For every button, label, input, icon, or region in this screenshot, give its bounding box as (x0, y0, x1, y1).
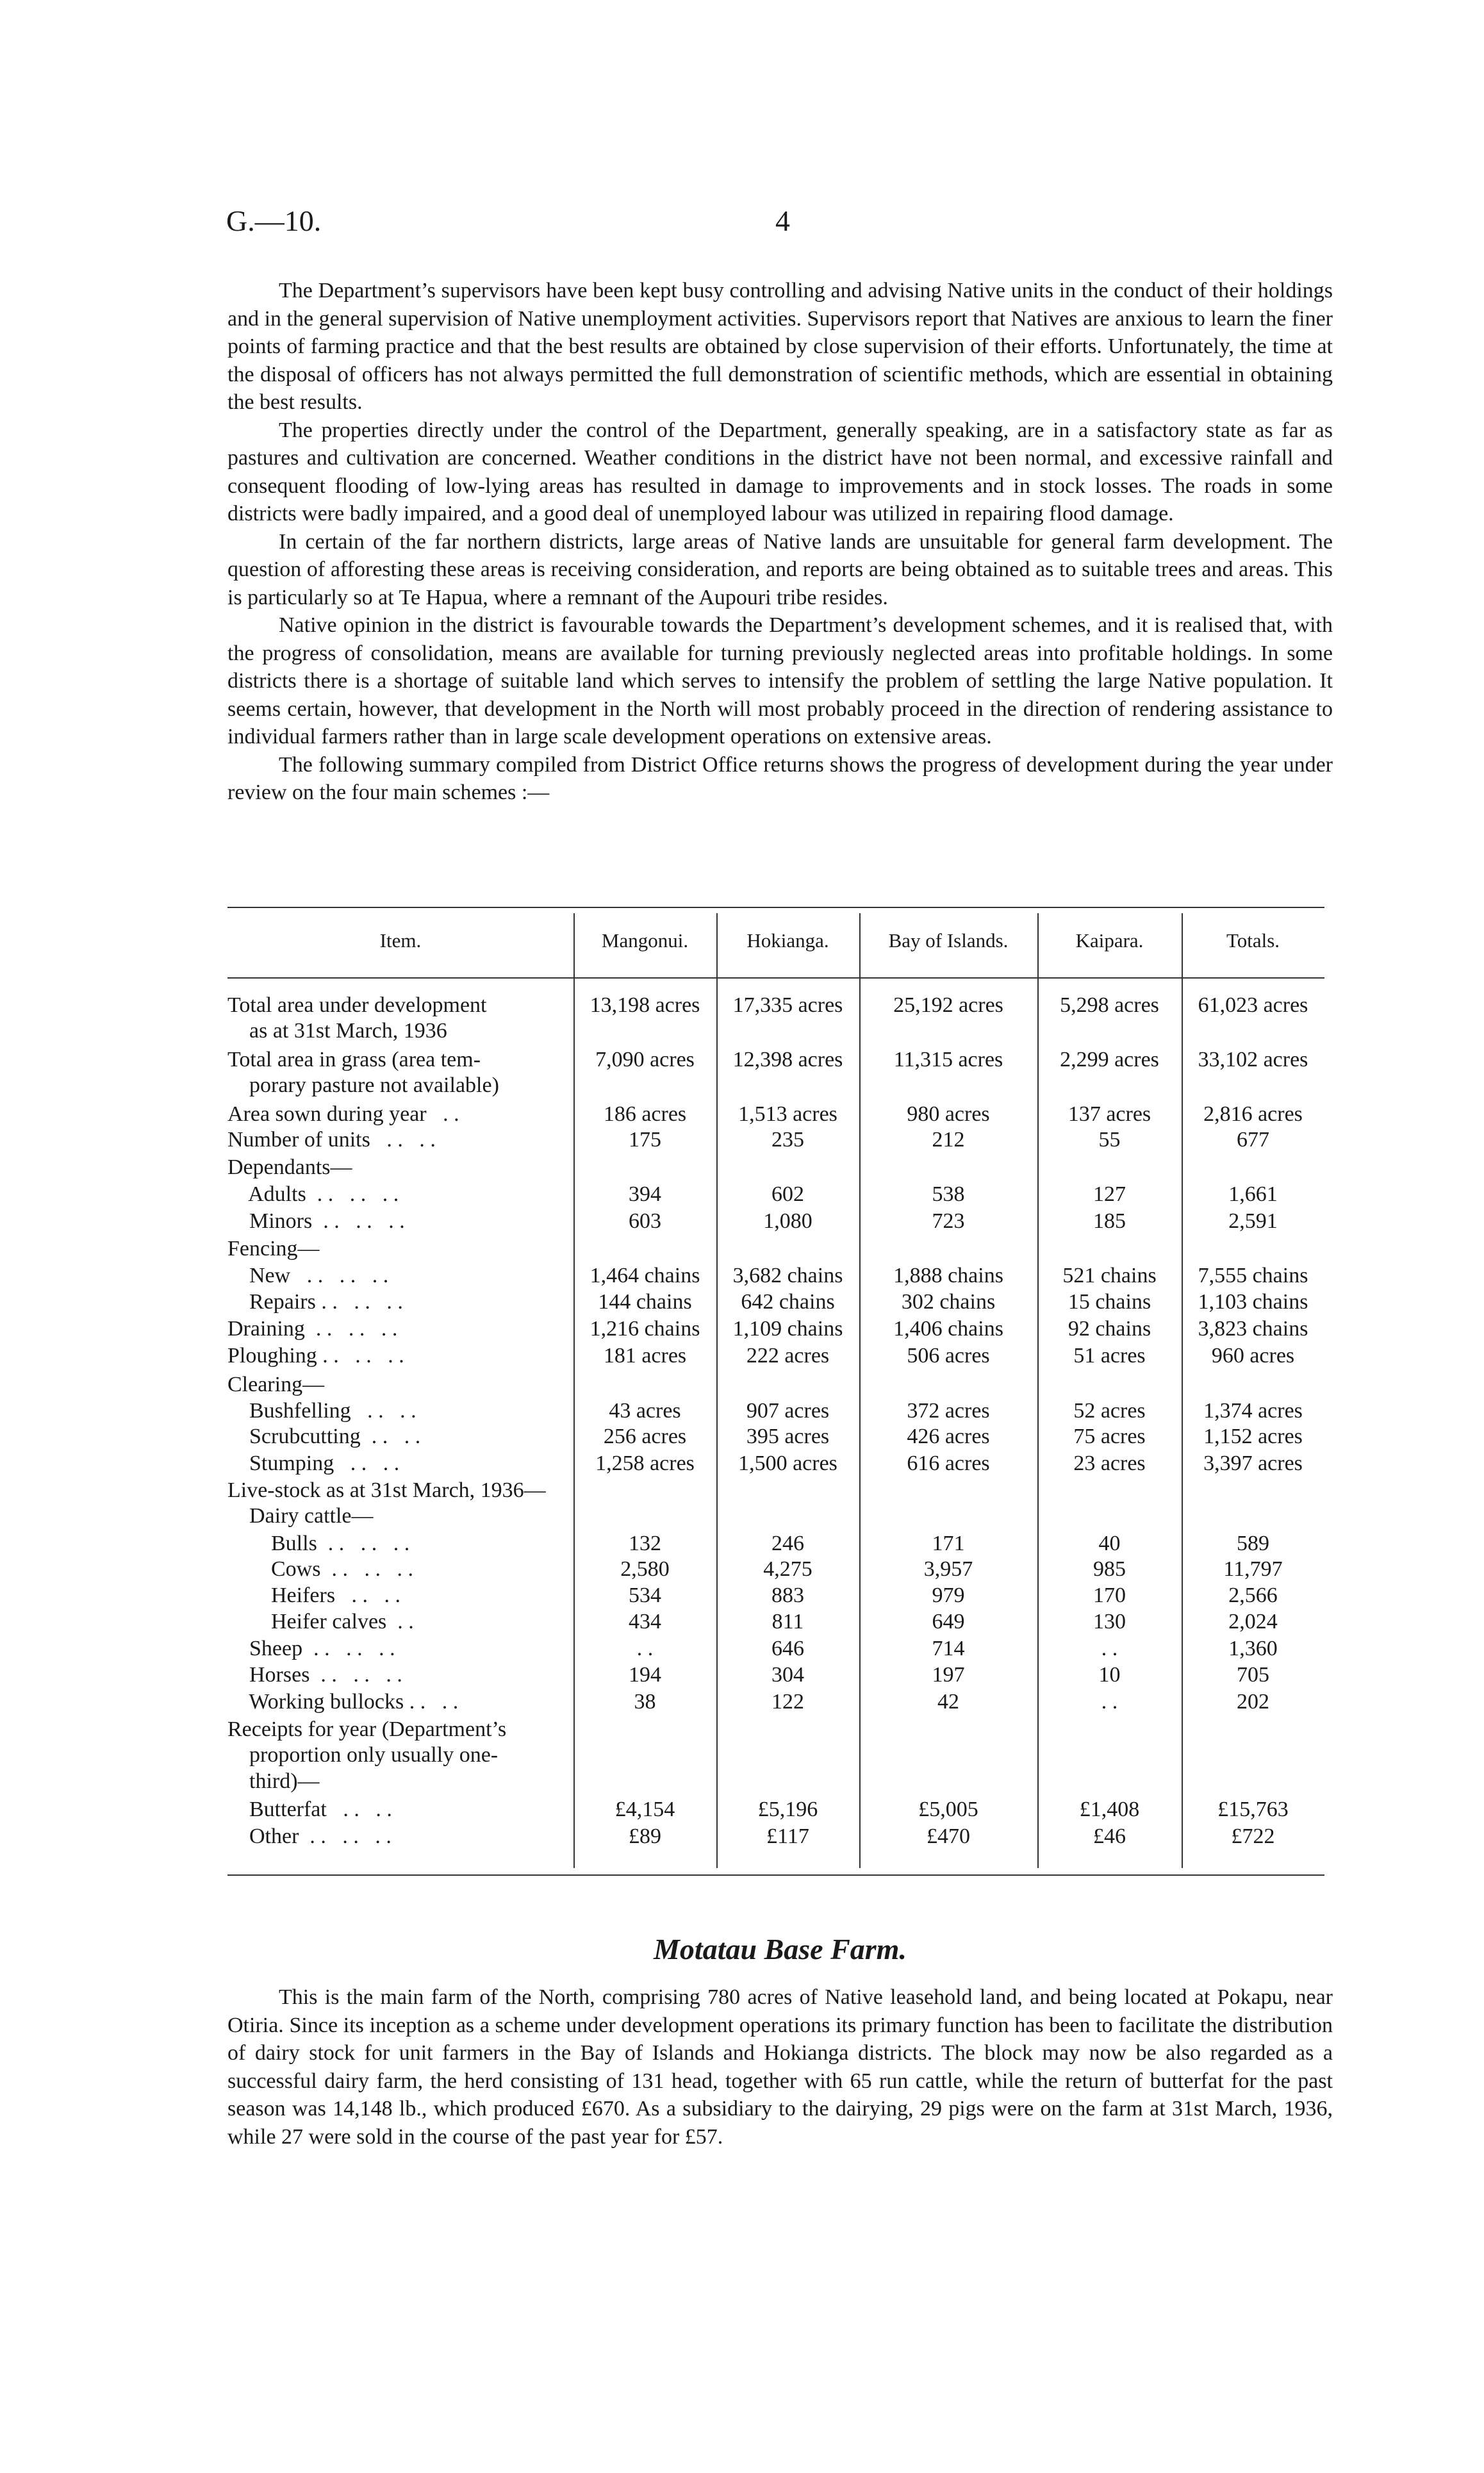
table-cell: 51 acres (1073, 1344, 1146, 1368)
paragraph: The following summary compiled from District Office returns shows the progress of development during the year under review on the four main schemes :— (227, 752, 1333, 804)
row-label: Scrubcutting . . . . (227, 1425, 421, 1448)
row-label: Ploughing . . . . . . (227, 1344, 404, 1368)
table-cell: £46 (1093, 1824, 1126, 1848)
table-row (227, 1637, 1324, 1662)
table-cell: 202 (1237, 1690, 1269, 1714)
table-row (227, 1584, 1324, 1609)
table-cell: 1,103 chains (1198, 1290, 1308, 1314)
table-top-rule (227, 907, 1324, 908)
table-cell: 538 (932, 1182, 965, 1206)
table-cell: 1,464 chains (589, 1264, 700, 1287)
row-label: Repairs . . . . . . (227, 1290, 403, 1314)
table-cell: 33,102 acres (1198, 1048, 1308, 1071)
table-cell: 52 acres (1073, 1399, 1146, 1423)
table-cell: 1,406 chains (893, 1317, 1003, 1341)
table-cell: 1,360 (1228, 1637, 1278, 1660)
section-title: Motatau Base Farm. (654, 1933, 907, 1965)
table-cell: 235 (771, 1128, 804, 1152)
row-label: Live-stock as at 31st March, 1936— (227, 1478, 546, 1502)
table-cell: 907 acres (746, 1399, 830, 1423)
table-cell: 649 (932, 1610, 965, 1634)
row-label: Bulls . . . . . . (227, 1532, 410, 1555)
table-row (227, 1425, 1324, 1450)
table-cell: 7,555 chains (1198, 1264, 1308, 1287)
table-cell: 2,299 acres (1060, 1048, 1159, 1071)
table-cell: 677 (1237, 1128, 1269, 1152)
table-cell: 1,888 chains (893, 1264, 1003, 1287)
table-cell: 38 (634, 1690, 656, 1714)
document-reference: G.—10. (226, 204, 322, 237)
table-cell: 616 acres (907, 1452, 990, 1475)
table-cell: £4,154 (614, 1798, 675, 1821)
column-header-bay-of-islands: Bay of Islands. (888, 929, 1009, 952)
row-label: Other . . . . . . (227, 1824, 392, 1848)
table-cell: 3,957 (923, 1557, 973, 1581)
table-cell: 3,682 chains (732, 1264, 843, 1287)
column-header-hokianga: Hokianga. (746, 929, 829, 952)
row-label: Area sown during year . . (227, 1102, 459, 1126)
table-cell: 1,513 acres (738, 1102, 837, 1126)
table-cell: 40 (1098, 1532, 1121, 1555)
row-label: Stumping . . . . (227, 1452, 400, 1475)
paragraph: The properties directly under the control of the Department, generally speaking, are in a satisfactory state as far as pastures and cultivation are concerned. Weather conditions in the district have not been normal, and excessive rainfall and consequent flooding of low-lying areas has resulted in damage to improvements and in stock losses. The roads in some districts were badly impaired, and a good deal of unemployed labour was utilized in repairing flood damage. (227, 418, 1333, 525)
table-cell: 222 acres (746, 1344, 830, 1368)
table-cell: 2,580 (620, 1557, 670, 1581)
table-cell: 17,335 acres (732, 993, 843, 1017)
table-cell: 589 (1237, 1532, 1269, 1555)
row-label: Heifer calves . . (227, 1610, 414, 1634)
table-row (227, 1717, 1324, 1743)
column-header-kaipara: Kaipara. (1075, 929, 1144, 952)
table-cell: 246 (771, 1532, 804, 1555)
row-label: Draining . . . . . . (227, 1317, 398, 1341)
paragraph: The Department’s supervisors have been kept busy controlling and advising Native units in the conduct of their holdings and in the general supervision of Native unemployment activities. Supervisors report that Natives are anxious to learn the finer points of farming practice and that the best results are obtained by close supervision of their efforts. Unfortunately, the time at the disposal of officers has not always permitted the full demonstration of scientific methods, which are essential in obtaining the best results. (227, 279, 1333, 414)
table-cell: 521 chains (1062, 1264, 1157, 1287)
row-label: Bushfelling . . . . (227, 1399, 416, 1423)
table-cell: 811 (771, 1610, 804, 1634)
table-cell: 197 (932, 1663, 965, 1687)
paragraph: In certain of the far northern districts, large areas of Native lands are unsuitable for general farm development. The question of afforesting these areas is receiving consideration, and reports are being obtained as to suitable trees and areas. This is particularly so at Te Hapua, where a remnant of the Aupouri tribe resides. (227, 529, 1333, 609)
table-cell: 302 chains (901, 1290, 996, 1314)
table-cell: 1,216 chains (589, 1317, 700, 1341)
row-label: Total area in grass (area tem- (227, 1048, 481, 1071)
row-label: Heifers . . . . (227, 1584, 401, 1607)
table-cell: 1,258 acres (595, 1452, 695, 1475)
table-row (227, 1264, 1324, 1289)
table-cell: 186 acres (603, 1102, 687, 1126)
table-cell: 212 (932, 1128, 965, 1152)
table-row (227, 1504, 1324, 1530)
table-cell: £722 (1231, 1824, 1275, 1848)
row-label: Dairy cattle— (227, 1504, 374, 1528)
table-cell: 394 (629, 1182, 661, 1206)
table-row (227, 1102, 1324, 1128)
page-header (218, 204, 1333, 249)
table-cell: 603 (629, 1209, 661, 1233)
table-cell: £5,005 (918, 1798, 978, 1821)
table-cell: 602 (771, 1182, 804, 1206)
table-row (227, 1155, 1324, 1181)
table-cell: 642 chains (741, 1290, 835, 1314)
table-cell: 10 (1098, 1663, 1121, 1687)
table-row (227, 1209, 1324, 1235)
row-label: Dependants— (227, 1155, 352, 1179)
table-row (227, 1478, 1324, 1504)
page-number: 4 (775, 204, 790, 237)
table-cell: 2,816 acres (1203, 1102, 1303, 1126)
table-cell: . . (1101, 1637, 1118, 1660)
table-row (227, 1344, 1324, 1369)
table-row (227, 1128, 1324, 1154)
column-header-item: Item. (379, 929, 422, 952)
paragraph: Native opinion in the district is favourable towards the Department’s development schemes, and it is realised that, with the progress of consolidation, means are available for turning previously neglected areas into profitable holdings. In some districts there is a shortage of suitable land which serves to intensify the problem of settling the large Native population. It seems certain, however, that development in the North will most probably proceed in the direction of rendering assistance to individual farmers rather than in large scale development operations on extensive areas. (227, 613, 1333, 749)
table-cell: 1,374 acres (1203, 1399, 1303, 1423)
table-cell: £470 (927, 1824, 970, 1848)
table-cell: £15,763 (1217, 1798, 1289, 1821)
table-cell: 395 acres (746, 1425, 830, 1448)
table-row (227, 1019, 1324, 1045)
table-cell: 127 (1093, 1182, 1126, 1206)
table-cell: 43 acres (609, 1399, 681, 1423)
row-label: Horses . . . . . . (227, 1663, 402, 1687)
table-cell: 181 acres (603, 1344, 687, 1368)
table-cell: 5,298 acres (1060, 993, 1159, 1017)
row-label: porary pasture not available) (227, 1073, 499, 1097)
table-cell: 3,823 chains (1198, 1317, 1308, 1341)
table-bottom-rule (227, 1874, 1324, 1876)
table-row (227, 1743, 1324, 1769)
row-label: Number of units . . . . (227, 1128, 436, 1152)
table-cell: 132 (629, 1532, 661, 1555)
row-label: Fencing— (227, 1237, 320, 1261)
table-cell: 55 (1098, 1128, 1121, 1152)
table-row (227, 1182, 1324, 1208)
table-row (227, 1798, 1324, 1823)
table-cell: 646 (771, 1637, 804, 1660)
table-cell: 130 (1093, 1610, 1126, 1634)
table-cell: £89 (629, 1824, 661, 1848)
table-row (227, 1399, 1324, 1425)
table-cell: 256 acres (603, 1425, 687, 1448)
table-row (227, 1532, 1324, 1557)
table-row (227, 1048, 1324, 1073)
development-summary-table (227, 907, 1324, 1884)
row-label: proportion only usually one- (227, 1743, 499, 1767)
table-cell: 7,090 acres (595, 1048, 695, 1071)
row-label: Butterfat . . . . (227, 1798, 392, 1821)
table-cell: 2,591 (1228, 1209, 1278, 1233)
table-cell: 171 (932, 1532, 965, 1555)
table-row (227, 1317, 1324, 1343)
table-cell: 714 (932, 1637, 965, 1660)
table-cell: 11,315 acres (893, 1048, 1003, 1071)
table-cell: 175 (629, 1128, 661, 1152)
row-label: Adults . . . . . . (227, 1182, 399, 1206)
table-row (227, 1073, 1324, 1099)
table-cell: 960 acres (1211, 1344, 1295, 1368)
row-label: Working bullocks . . . . (227, 1690, 459, 1714)
table-row (227, 1290, 1324, 1316)
row-label: as at 31st March, 1936 (227, 1019, 447, 1043)
table-row (227, 1452, 1324, 1477)
table-row (227, 1610, 1324, 1635)
table-cell: 42 (937, 1690, 959, 1714)
table-cell: 4,275 (763, 1557, 812, 1581)
table-cell: 11,797 (1223, 1557, 1283, 1581)
motatau-text (227, 1983, 1333, 2151)
row-label: Minors . . . . . . (227, 1209, 405, 1233)
table-cell: 705 (1237, 1663, 1269, 1687)
table-cell: 3,397 acres (1203, 1452, 1303, 1475)
table-cell: 15 chains (1068, 1290, 1151, 1314)
row-label: Clearing— (227, 1373, 325, 1396)
table-row (227, 1769, 1324, 1795)
table-row (227, 1237, 1324, 1262)
table-cell: 1,661 (1228, 1182, 1278, 1206)
table-cell: 434 (629, 1610, 661, 1634)
table-cell: £117 (766, 1824, 809, 1848)
table-cell: £1,408 (1079, 1798, 1140, 1821)
table-cell: £5,196 (757, 1798, 818, 1821)
row-label: Cows . . . . . . (227, 1557, 413, 1581)
table-cell: 92 chains (1068, 1317, 1151, 1341)
row-label: third)— (227, 1769, 320, 1793)
table-cell: 122 (771, 1690, 804, 1714)
table-cell: 144 chains (598, 1290, 692, 1314)
table-cell: 426 acres (907, 1425, 990, 1448)
row-label: New . . . . . . (227, 1264, 389, 1287)
table-cell: 2,566 (1228, 1584, 1278, 1607)
table-row (227, 993, 1324, 1019)
paragraph: This is the main farm of the North, comprising 780 acres of Native leasehold land, and being located at Pokapu, near Otiria. Since its inception as a scheme under development operations its primary function has been to facilitate the distribution of dairy stock for unit farmers in the Bay of Islands and Hokianga districts. The block may now be also regarded as a successful dairy farm, the herd consisting of 131 head, together with 65 run cattle, while the return of butterfat for the past season was 14,148 lb., which produced £670. As a subsidiary to the dairying, 29 pigs were on the farm at 31st March, 1936, while 27 were sold in the course of the past year for £57. (227, 1985, 1333, 2149)
table-cell: 75 acres (1073, 1425, 1146, 1448)
table-cell: 304 (771, 1663, 804, 1687)
table-row (227, 1824, 1324, 1850)
table-cell: 979 (932, 1584, 965, 1607)
table-cell: 25,192 acres (893, 993, 1003, 1017)
table-cell: 1,500 acres (738, 1452, 837, 1475)
table-cell: 980 acres (907, 1102, 990, 1126)
row-label: Total area under development (227, 993, 487, 1017)
table-cell: . . (1101, 1690, 1118, 1714)
table-cell: 1,152 acres (1203, 1425, 1303, 1448)
table-cell: 23 acres (1073, 1452, 1146, 1475)
column-header-mangonui: Mangonui. (601, 929, 689, 952)
table-cell: 534 (629, 1584, 661, 1607)
row-label: Receipts for year (Department’s (227, 1717, 507, 1741)
column-header-totals: Totals. (1226, 929, 1280, 952)
table-row (227, 1690, 1324, 1716)
table-cell: 2,024 (1228, 1610, 1278, 1634)
table-cell: 194 (629, 1663, 661, 1687)
table-cell: 723 (932, 1209, 965, 1233)
table-cell: 506 acres (907, 1344, 990, 1368)
table-row (227, 1373, 1324, 1398)
table-cell: 1,080 (763, 1209, 812, 1233)
table-row (227, 1557, 1324, 1583)
table-row (227, 1663, 1324, 1689)
table-cell: 883 (771, 1584, 804, 1607)
table-cell: 12,398 acres (732, 1048, 843, 1071)
table-cell: 61,023 acres (1198, 993, 1308, 1017)
table-cell: 137 acres (1068, 1102, 1151, 1126)
table-cell: 985 (1093, 1557, 1126, 1581)
table-cell: 185 (1093, 1209, 1126, 1233)
table-cell: 1,109 chains (732, 1317, 843, 1341)
table-header-rule (227, 977, 1324, 979)
table-cell: 170 (1093, 1584, 1126, 1607)
row-label: Sheep . . . . . . (227, 1637, 395, 1660)
intro-text (227, 277, 1333, 807)
table-cell: 13,198 acres (589, 993, 700, 1017)
table-cell: . . (636, 1637, 654, 1660)
table-cell: 372 acres (907, 1399, 990, 1423)
